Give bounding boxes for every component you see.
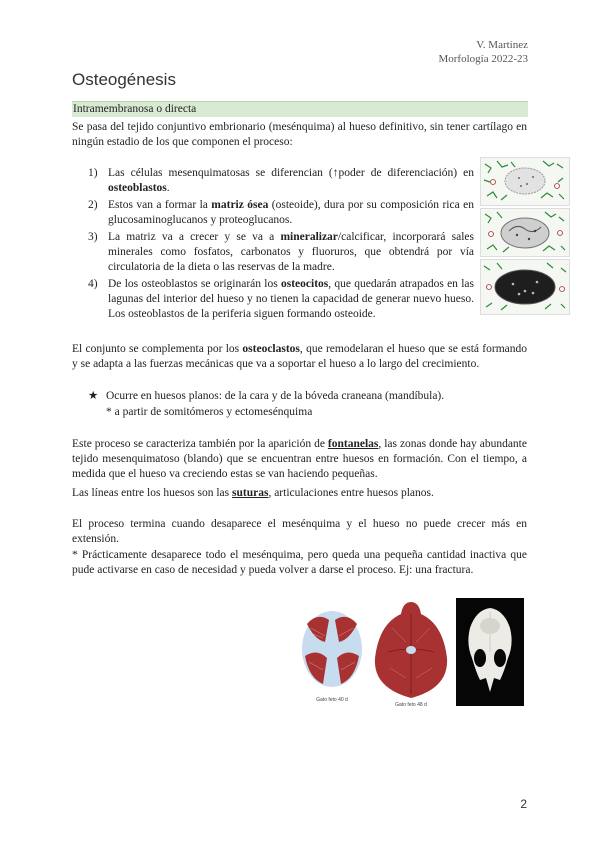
suturas-paragraph: Las líneas entre los huesos son las suturas, articulaciones entre huesos planos. (72, 487, 434, 499)
figure-caption-40d: Gato feto 40 d (316, 697, 348, 703)
ossification-stage-2-illustration (480, 208, 570, 257)
list-item: 2) Estos van a formar la matriz ósea (osteoide), dura por su composición rica en glucosaminoglucanos y proteoglucanos. (88, 199, 474, 226)
ossification-stage-3-illustration (480, 259, 570, 315)
process-end-paragraph: El proceso termina cuando desaparece el mesénquima y el hueso no puede crecer más en extensión. (72, 518, 527, 545)
fetal-skull-48d-figure (370, 598, 452, 710)
list-item: 1) Las células mesenquimatosas se diferencian (↑poder de diferenciación) en osteoblastos. (88, 167, 474, 194)
author-name: V. Martínez (476, 39, 528, 51)
fontanelas-paragraph: Este proceso se caracteriza también por la aparición de fontanelas, las zonas donde hay abundante tejido mesenquimatoso (blando) que se encuentran entre huesos en formación. Con el tiempo, a medida que el hueso va creciendo estas se van haciendo pequeñas. (72, 438, 527, 480)
ossification-stage-1-illustration (480, 157, 570, 206)
star-bullet-icon: ★ (88, 390, 99, 402)
list-item: 3) La matriz va a crecer y se va a mineralizar/calcificar, incorporará sales minerales como fosfatos, carbonatos y fluoruros, que obtendrá por vía circulatoria de la dieta o las reservas de la madre. (88, 231, 475, 273)
page-number: 2 (520, 797, 527, 811)
page-header (438, 38, 528, 66)
osteoclastos-paragraph: El conjunto se complementa por los osteoclastos, que remodelaran el hueso que se está formando y se adapta a las fuerzas mecánicas que va a soportar el hueso a lo largo del crecimiento. (72, 343, 527, 370)
course-name: Morfología 2022-23 (438, 53, 528, 65)
section-heading: Intramembranosa o directa (72, 101, 528, 117)
steps-list (88, 166, 474, 324)
origin-note: * a partir de somitómeros y ectomesénquima (106, 406, 313, 418)
intro-paragraph: Se pasa del tejido conjuntivo embrionario (mesénquima) al hueso definitivo, sin tener cartílago en ningún estadio de los que componen el proceso: (72, 121, 527, 148)
flat-bones-bullet: ★ Ocurre en huesos planos: de la cara y de la bóveda craneana (mandíbula). (88, 390, 445, 402)
fetal-skull-40d-figure (297, 604, 367, 706)
residual-mesenchyme-note: * Prácticamente desaparece todo el mesénquima, pero queda una pequeña cantidad inactiva que pude activarse en caso de necesidad y pueda volver a darse el proceso. Ej: una fractura. (72, 549, 527, 576)
figure-caption-48d: Gato feto 48 d (395, 702, 427, 708)
page-title: Osteogénesis (72, 70, 176, 89)
adult-skull-photo (456, 598, 524, 706)
list-item: 4) De los osteoblastos se originarán los osteocitos, que quedarán atrapados en las lagunas del interior del hueso y no tienen la capacidad de generar nuevo hueso. Los osteoblastos de la periferia siguen formando osteoide. (88, 278, 474, 320)
